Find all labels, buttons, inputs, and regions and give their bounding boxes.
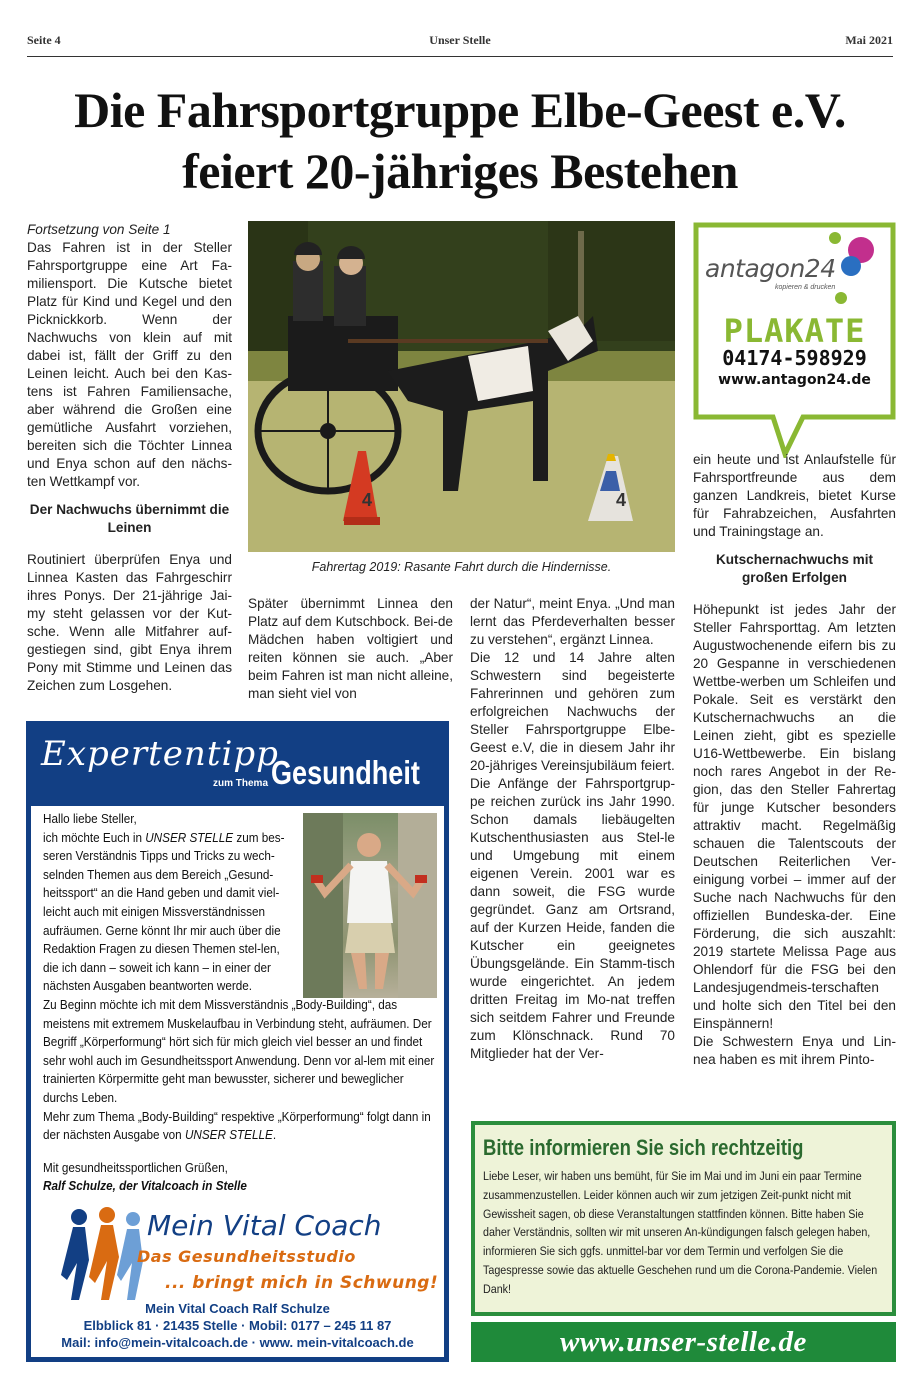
antagon-tagline: kopieren & drucken xyxy=(775,284,836,291)
page-number: Seite 4 xyxy=(27,33,61,47)
article-headline xyxy=(20,80,900,202)
vital-address: Elbblick 81 · 21435 Stelle · Mobil: 0177 – 245 11 87 xyxy=(83,1318,392,1333)
expertentipp-banner xyxy=(31,726,444,806)
vital-mail-web[interactable]: Mail: info@mein-vitalcoach.de · www. mein-vitalcoach.de xyxy=(61,1335,414,1350)
publication-emphasis: UNSER STELLE xyxy=(145,830,234,845)
article-column-2 xyxy=(248,595,453,703)
issue-date: Mai 2021 xyxy=(845,33,893,47)
expertentipp-topic: Gesundheit xyxy=(271,754,420,791)
paragraph: Das Fahren ist in der Steller Fahrsportgruppe eine Art Fa-miliensport. Die Kutsche bietet Platz für Kind und Kegel und den Picknickkorb. Wenn der Nachwuchs von klein auf mit dabei ist, fällt der Griff zu den Leinen leicht. Auch bei den Kas-tens ist Fahren Familiensache, aber während die Großen eine gemütliche Ausfahrt vorziehen, bereiten sich die Töchter Linnea und Enya schon auf den nächs-ten Wettkampf vor. xyxy=(27,240,232,489)
article-column-4 xyxy=(693,451,896,1069)
signature: Ralf Schulze, der Vitalcoach in Stelle xyxy=(43,1179,247,1194)
closing: Mit gesundheitssportlichen Grüßen, xyxy=(43,1160,228,1175)
website-banner[interactable]: www.unser-stelle.de xyxy=(471,1322,896,1362)
info-box xyxy=(471,1121,896,1316)
info-title: Bitte informieren Sie sich rechtzeitig xyxy=(483,1135,804,1160)
paragraph: Die Schwestern Enya und Lin-nea haben es mit ihrem Pinto- xyxy=(693,1034,896,1067)
paragraph: Die 12 und 14 Jahre alten Schwestern sind begeisterte Fahrerinnen und gehören zum erfolgreichen Nachwuchs der Steller Fahrsportgruppe Elbe-Geest e.V, die in diesem Jahr ihr 20-jähriges Vereinsjubiläum feiert. xyxy=(470,650,675,773)
headline-line-1: Die Fahrsportgruppe Elbe-Geest e.V. xyxy=(74,82,846,138)
header-rule xyxy=(27,56,893,57)
greeting: Hallo liebe Steller, xyxy=(43,812,137,826)
paragraph: Routiniert überprüfen Enya und Linnea Kasten das Fahrgeschirr ihres Ponys. Der 21-jährige Jai-my steht gelassen vor der Kut-sche. Wenn alle Mitfahrer auf-gestiegen sind, gibt Enya ihrem Pony mit Stimme und Leinen das Zeichen zum Losgehen. xyxy=(27,552,232,693)
vital-contact-name: Mein Vital Coach Ralf Schulze xyxy=(145,1301,330,1316)
article-column-1 xyxy=(27,221,232,695)
publication-name: Unser Stelle xyxy=(429,33,491,47)
text-part: . xyxy=(272,1128,277,1143)
carriage-photo xyxy=(248,221,675,552)
info-text: Liebe Leser, wir haben uns bemüht, für Sie im Mai und im Juni ein paar Termine zusammenzustellen. Leider können auch wir zum jetzigen Zeit-punkt nicht mit Gewissheit sagen, ob diese Veranstaltungen stattfinden können. Bitte haben Sie daher Verständnis, sollten wir mit unseren An-kündigungen falsch gelegen haben, informieren Sie sich ggfs. unmittel-bar vor dem Termin und verfolgen Sie die Tagespresse sowie das aktuelle Geschehen rund um die Corona-Pandemie. Vielen Dank! xyxy=(483,1169,878,1296)
vital-slogan-1: Das Gesundheitsstudio xyxy=(137,1247,356,1266)
subheading: Kutschernachwuchs mit großen Erfolgen xyxy=(715,552,874,585)
headline-line-2: feiert 20-jähriges Bestehen xyxy=(182,143,738,199)
ad-headline: PLAKATE xyxy=(723,312,866,350)
paragraph: ein heute und ist Anlaufstelle für Fahrsportfreunde aus dem ganzen Landkreis, bietet Kurse für Fahrabzeichen, Ausfahrten und Trainingstage an. xyxy=(693,452,896,539)
paragraph: Später übernimmt Linnea den Platz auf dem Kutschbock. Bei-de Mädchen haben voltigiert und reiten können sie auch. „Aber beim Fahren ist man nicht alleine, man sieht viel von xyxy=(248,596,453,701)
vital-slogan-2: ... bringt mich in Schwung! xyxy=(165,1273,439,1293)
expertentipp-script-title: Expertentipp xyxy=(41,734,279,774)
paragraph xyxy=(43,829,289,996)
carriage-illustration xyxy=(248,221,675,552)
expertentipp-zum-thema: zum Thema xyxy=(213,778,269,789)
vital-coach-title: Mein Vital Coach xyxy=(147,1209,382,1242)
text-part: Mehr zum Thema „Body-Building“ respektive „Körperformung“ folgt dann in der nächsten Ausgabe von xyxy=(43,1109,431,1143)
ad-url[interactable]: www.antagon24.de xyxy=(718,372,871,388)
ad-phone: 04174-598929 xyxy=(722,346,867,370)
vital-coach-ad xyxy=(31,1197,444,1357)
expertentipp-box xyxy=(26,721,449,1362)
paragraph xyxy=(43,1108,437,1145)
publication-emphasis: UNSER STELLE xyxy=(184,1128,273,1143)
continuation-note: Fortsetzung von Seite 1 xyxy=(27,222,171,237)
text-part: ich möchte Euch in xyxy=(43,830,146,845)
text-part: zum bes-seren Verständnis Tipps und Tricks zu wech-selnden Themen aus dem Bereich „Gesund-heitssport“ an die Hand geben und damit viel-leicht auch mit einigen Missverständnissen aufräumen. Gerne könnt Ihr mir auch über die Redaktion Fragen zu diesen Themen stel-len, die ich dann – soweit ich kann – in einer der nächsten Ausgaben beantworten werde. xyxy=(43,830,285,994)
paragraph: Höhepunkt ist jedes Jahr der Steller Fahrsporttag. Am letzten Augustwochenende eifern bis zu 20 Gespanne in verschiedenen Wettbe-werben um Schleifen und Pokale. Seit es verstärkt den Kutschernachwuchs an die Leinen zieht, gibt es spezielle U16-Wettbewerbe. Ein bislang noch rares Angebot in der Re-gion, das den Steller Fahrertag für junge Kutscher besonders attraktiv macht. Regelmäßig schauen die Talentscouts der Deutschen Reiterlichen Ver-einigung vorbei – immer auf der Suche nach Nachwuchs für den offiziellen Bundeska-der. Eine Förderung, die sich auszahlt: 2019 startete Melissa Page aus Ohlendorf für die FSG bei den Landesjugendmeis-terschaften und holte sich den Titel bei den Einspännern! xyxy=(693,602,896,1031)
paragraph: der Natur“, meint Enya. „Und man lernt das Pferdeverhalten besser zu verstehen“, ergänzt Linnea. xyxy=(470,596,675,647)
paragraph: Die Anfänge der Fahrsportgrup-pe reichen zurück ins Jahr 1990. Schon damals liebäugelten Kutschenthusiasten aus Stel-le und Umgebung mit einem eigenen Verein. 2001 war es dann soweit, die FSG wurde gegründet. Ganz am Ortsrand, auf der Kurzen Heide, fanden die Kutscher ein geeignetes Übungsgelände. Ein Stamm-tisch wurde eingerichtet. An jedem dritten Freitag im Mo-nat treffen sich seitdem Fahrer und Freunde zum Klönschnack. Rund 70 Mitglieder hat der Ver- xyxy=(470,776,675,1061)
page-header xyxy=(27,33,893,53)
expertentipp-text xyxy=(43,810,437,1196)
paragraph: Zu Beginn möchte ich mit dem Missverständnis „Body-Building“, das meistens mit extremem Muskelaufbau in Verbindung steht, aufräumen. Der Begriff „Körperformung“ hört sich für mich gleich viel besser an und findet sehr wohl auch im Gesundheitssport Anwendung. Denn vor al-lem mit einer trainierten Körpermitte geht man bewusster, sicherer und beweglicher durchs Leben. xyxy=(43,997,435,1105)
subheading: Der Nachwuchs übernimmt die Leinen xyxy=(29,502,230,535)
article-column-3 xyxy=(470,595,675,1063)
cone-number: 4 xyxy=(616,490,627,510)
antagon-logo: antagon24 xyxy=(705,254,836,283)
antagon-ad xyxy=(693,222,896,458)
cone-number: 4 xyxy=(362,490,373,510)
photo-caption: Fahrertag 2019: Rasante Fahrt durch die Hindernisse. xyxy=(311,560,612,574)
